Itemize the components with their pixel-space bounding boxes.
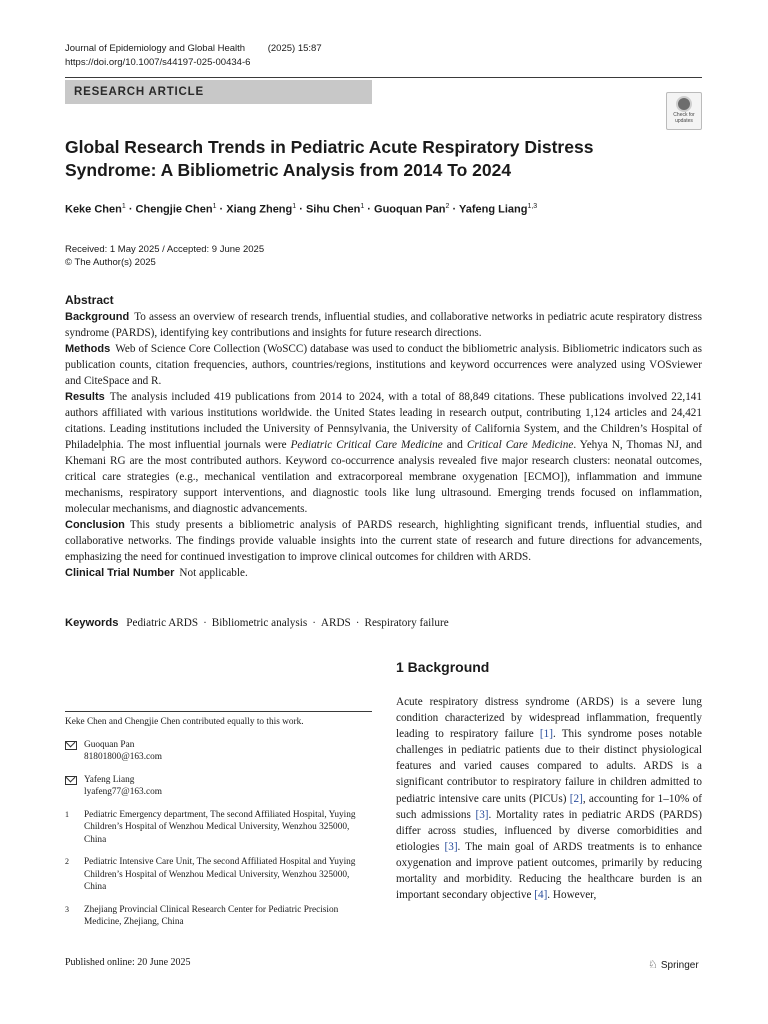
citation-link[interactable]: [1]: [539, 728, 553, 741]
envelope-icon: [65, 741, 77, 750]
affiliation-number: 1: [65, 809, 69, 819]
author-name[interactable]: Keke Chen: [65, 203, 122, 216]
citation-link[interactable]: [4]: [534, 889, 548, 902]
keyword-item: Respiratory failure: [364, 617, 449, 629]
affiliation-number: 3: [65, 904, 69, 914]
affiliation: [65, 904, 372, 929]
body-text-part: Acute respiratory distress syndrome (ARDS) is a severe lung condition characterized by widespread inflammation, frequently leading to respiratory failure: [396, 696, 702, 741]
published-online-date: Published online: 20 June 2025: [65, 957, 191, 968]
journal-header: [65, 42, 322, 70]
abstract-conclusion: [65, 517, 702, 565]
abstract-background: [65, 309, 702, 341]
keyword-separator: ·: [203, 617, 207, 629]
section-body: [396, 694, 702, 903]
check-for-updates-button[interactable]: [666, 92, 702, 130]
author-name[interactable]: Guoquan Pan: [374, 203, 446, 216]
abstract-results: [65, 389, 702, 517]
methods-text: Web of Science Core Collection (WoSCC) database was used to conduct the bibliometric analysis. Bibliometric indicators such as publication counts, citation frequencies, authors, countries/regions, institutions and keyword occurrences were analyzed using VOSviewer and CiteSpace and R.: [65, 343, 702, 387]
author-list: Keke Chen$^1$ · Chengjie Chen$^1$ · Xiang Zheng$^1$ · Sihu Chen$^1$ · Guoquan Pan$^2$ · Yafeng Liang$^{1,3}$: [65, 203, 538, 216]
springer-horse-icon: ♘: [648, 959, 658, 971]
keyword-item: Pediatric ARDS: [126, 617, 199, 629]
corresponding-author: [65, 774, 372, 799]
crossmark-line1: Check for: [673, 112, 695, 118]
results-label: Results: [65, 391, 105, 403]
contact-email[interactable]: lyafeng77@163.com: [84, 787, 163, 797]
affiliation-text: Pediatric Emergency department, The second Affiliated Hospital, Yuying Children’s Hospital of Wenzhou Medical University, Wenzhou 325000, China: [84, 809, 356, 845]
methods-label: Methods: [65, 343, 111, 355]
article-title: Global Research Trends in Pediatric Acute Respiratory Distress Syndrome: A Bibliometric Analysis from 2014 To 2024: [65, 137, 594, 180]
keyword-item: ARDS: [320, 617, 351, 629]
footnotes: [65, 716, 372, 939]
abstract: [65, 293, 702, 581]
body-text-part: . Mortality rates in pediatric ARDS (PARDS) differ across studies, influenced by diverse comorbidities and etiologies: [396, 808, 702, 853]
conclusion-text: This study presents a bibliometric analysis of PARDS research, highlighting significant trends, influential studies, and collaborative networks. The findings provide valuable insights into the current state of research and future directions for advancements, emphasizing the need for continued investigation to improve clinical outcomes for children with ARDS.: [65, 519, 702, 563]
publisher-name: Springer: [660, 960, 699, 971]
author-name[interactable]: Yafeng Liang: [459, 203, 528, 216]
results-text-cont: . Yehya N, Thomas NJ, and Khemani RG are the most contributed authors. Keyword co-occurrence analysis revealed five major research clusters: neonatal outcomes, critical care strategies (e.g., mechanical ventilation and extracorporeal membrane oxygenation [ECMO]), inflammation and immune mechanisms, respiratory support interventions, and diagnostic tools like lung ultrasound. Emerging trends focused on inflammation, molecular mechanisms, and diagnostic advancements.: [65, 439, 703, 515]
affiliation-text: Zhejiang Provincial Clinical Research Center for Pediatric Precision Medicine, Zhejiang, China: [84, 904, 339, 927]
affiliation-number: 2: [65, 857, 69, 866]
journal-title-1: Pediatric Critical Care Medicine: [290, 439, 443, 451]
abstract-methods: [65, 341, 702, 389]
trial-text: Not applicable.: [179, 567, 248, 579]
contact-name: Yafeng Liang: [84, 774, 135, 785]
trial-label: Clinical Trial Number: [65, 567, 175, 579]
author-affiliation: 1,3: [527, 203, 538, 210]
received-accepted-dates: Received: 1 May 2025 / Accepted: 9 June 2025: [65, 244, 265, 255]
body-text-part: . The main goal of ARDS treatments is to enhance oxygenation and improve patient outcomes, primarily by reducing mortality and morbidity. Reducing the healthcare burden is an important secondary objective: [396, 840, 703, 902]
author-name[interactable]: Xiang Zheng: [226, 203, 293, 216]
author-affiliation: 1: [121, 203, 126, 210]
journal-name: Journal of Epidemiology and Global Health: [65, 43, 246, 54]
background-text: To assess an overview of research trends, influential studies, and collaborative networks in pediatric acute respiratory distress syndrome (PARDS), identifying key contributions and insights for future research directions.: [65, 311, 702, 339]
affiliation: [65, 856, 372, 894]
citation-link[interactable]: [3]: [475, 808, 489, 821]
background-label: Background: [65, 311, 130, 323]
article-dates: [65, 243, 264, 269]
footnote-divider: [65, 711, 372, 712]
crossmark-icon: [676, 96, 692, 112]
author-affiliation: 1: [360, 203, 365, 210]
header-divider: [65, 77, 702, 78]
body-text-part: . This syndrome poses notable challenges in pediatric patients due to their distinct physiological features and varied causes compared to adults. ARDS is a significant contributor to respiratory failure in children admitted to pediatric intensive care units (PICUs): [396, 728, 702, 805]
body-text-part: , accounting for 1–10% of such admissions: [396, 792, 702, 821]
journal-title-2: Critical Care Medicine: [466, 439, 574, 451]
keywords: [65, 617, 449, 629]
keyword-item: Bibliometric analysis: [211, 617, 308, 629]
keyword-separator: ·: [312, 617, 316, 629]
body-text-part: . However,: [547, 889, 597, 902]
article-type-badge: RESEARCH ARTICLE: [65, 80, 372, 104]
author-affiliation: 1: [292, 203, 297, 210]
affiliation-text: Pediatric Intensive Care Unit, The second Affiliated Hospital and Yuying Children’s Hospital of Wenzhou Medical University, Wenzhou 325000, China: [84, 857, 356, 892]
author-name[interactable]: Sihu Chen: [305, 203, 361, 216]
abstract-trial-number: [65, 565, 702, 581]
corresponding-author: [65, 739, 372, 764]
conclusion-label: Conclusion: [65, 519, 125, 531]
contact-name: Guoquan Pan: [84, 739, 135, 750]
results-and: and: [446, 439, 463, 451]
envelope-icon: [65, 776, 77, 785]
abstract-heading: Abstract: [65, 293, 114, 307]
journal-year-volume: (2025) 15:87: [267, 43, 322, 54]
author-affiliation: 2: [445, 203, 450, 210]
author-affiliation: 1: [212, 203, 217, 210]
copyright-line: © The Author(s) 2025: [65, 257, 156, 268]
contact-email[interactable]: 81801800@163.com: [84, 752, 163, 762]
equal-contribution-note: Keke Chen and Chengjie Chen contributed equally to this work.: [65, 717, 304, 727]
author-name[interactable]: Chengjie Chen: [135, 203, 213, 216]
section-heading: 1 Background: [396, 659, 490, 675]
results-text: The analysis included 419 publications from 2014 to 2024, with a total of 88,849 citations. These publications involved 22,141 authors affiliated with various institutions worldwide. the United States leading in research output, contributing 1,124 articles and 24,421 citations. Leading institutions included the University of Pennsylvania, the University of California System, and the Children’s Hospital of Philadelphia. The most influential journals were: [65, 391, 702, 451]
citation-link[interactable]: [3]: [444, 840, 458, 853]
crossmark-line2: updates: [675, 117, 693, 124]
keyword-separator: ·: [355, 617, 360, 629]
doi-link[interactable]: https://doi.org/10.1007/s44197-025-00434-6: [65, 57, 251, 68]
publisher-logo: [648, 958, 699, 971]
affiliation: [65, 809, 372, 847]
citation-link[interactable]: [2]: [569, 792, 583, 805]
keywords-label: Keywords: [65, 617, 119, 629]
